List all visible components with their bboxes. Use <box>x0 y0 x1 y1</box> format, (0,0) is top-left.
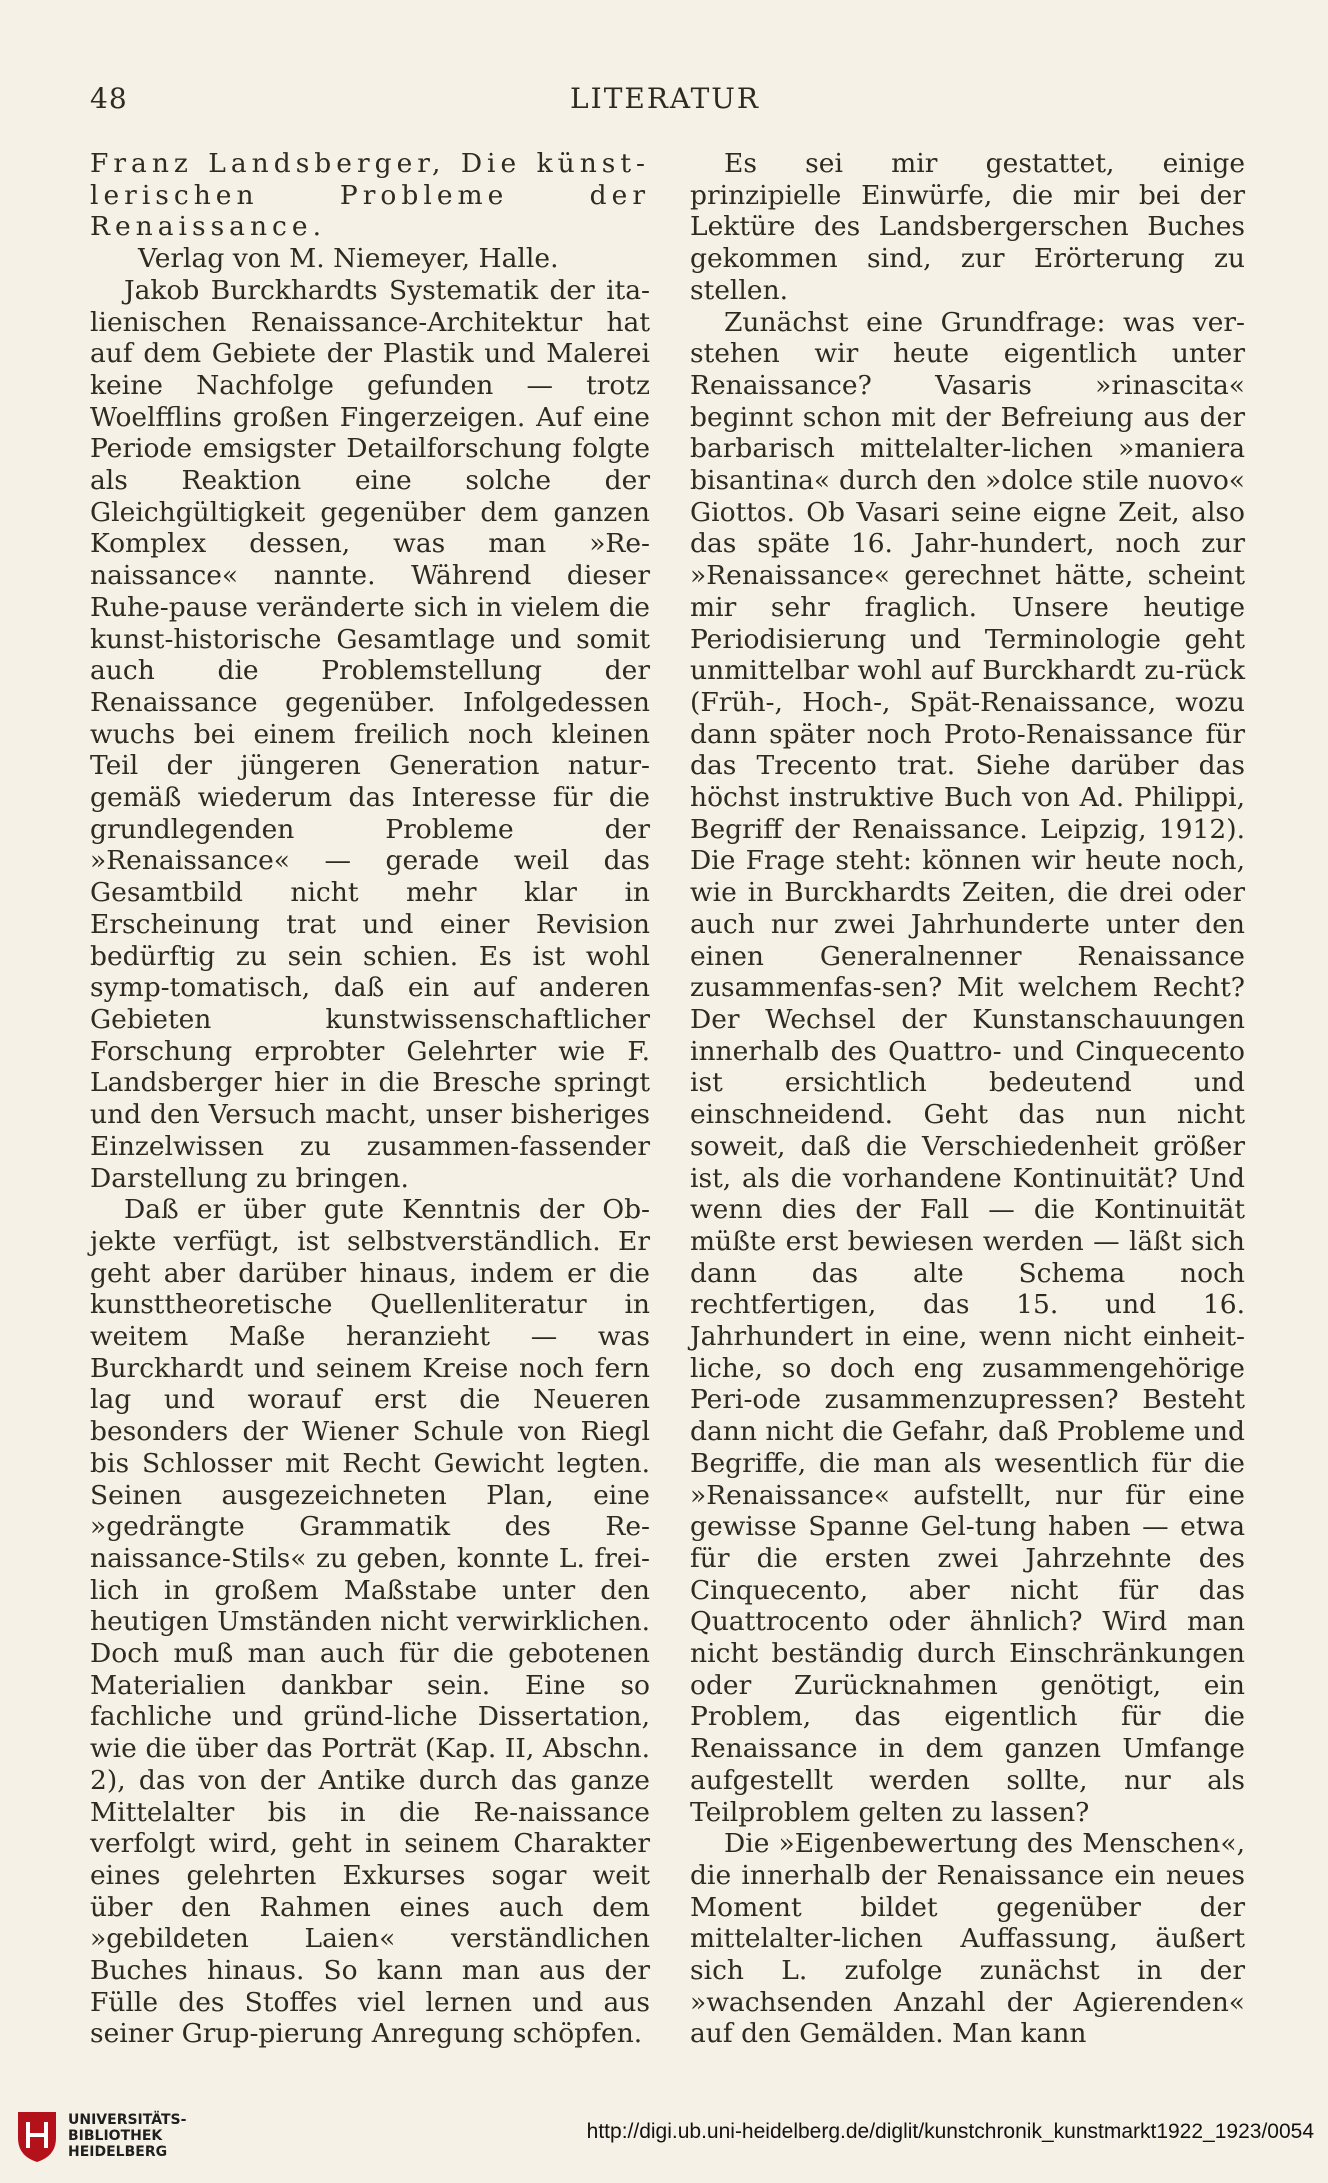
left-column <box>90 148 650 2050</box>
right-column <box>690 148 1245 2050</box>
paragraph: Jakob Burckhardts Systematik der ita-lienischen Renaissance-Architektur hat auf dem Gebiete der Plastik und Malerei keine Nachfolge gefunden — trotz Woelfflins großen Fingerzeigen. Auf eine Periode emsigster Detailforschung folgte als Reaktion eine solche der Gleichgültigkeit gegenüber dem ganzen Komplex dessen, was man »Re-naissance« nannte. Während dieser Ruhe-pause veränderte sich in vielem die kunst-historische Gesamtlage und somit auch die Problemstellung der Renaissance gegenüber. Infolgedessen wuchs bei einem freilich noch kleinen Teil der jüngeren Generation natur-gemäß wiederum das Interesse für die grundlegenden Probleme der »Renaissance« — gerade weil das Gesamtbild nicht mehr klar in Erscheinung trat und einer Revision bedürftig zu sein schien. Es ist wohl symp-tomatisch, daß ein auf anderen Gebieten kunstwissenschaftlicher Forschung erprobter Gelehrter wie F. Landsberger hier in die Bresche springt und den Versuch macht, unser bisheriges Einzelwissen zu zusammen-fassender Darstellung zu bringen. <box>90 274 650 1194</box>
library-name-line: BIBLIOTHEK <box>68 2128 163 2144</box>
paragraph: Zunächst eine Grundfrage: was ver-stehen wir heute eigentlich unter Renaissance? Vasaris »rinascita« beginnt schon mit der Befreiung aus der barbarisch mittelalter-lichen »maniera bisantina« durch den »dolce stile nuovo« Giottos. Ob Vasari seine eigne Zeit, also das späte 16. Jahr-hundert, noch zur »Renaissance« gerechnet hätte, scheint mir sehr fraglich. Unsere heutige Periodisierung und Terminologie geht unmittelbar wohl auf Burckhardt zu-rück (Früh-, Hoch-, Spät-Renaissance, wozu dann später noch Proto-Renaissance für das Trecento trat. Siehe darüber das höchst instruktive Buch von Ad. Philippi, Begriff der Renaissance. Leipzig, 1912). Die Frage steht: können wir heute noch, wie in Burckhardts Zeiten, die drei oder auch nur zwei Jahrhunderte unter den einen Generalnenner Renaissance zusammenfas-sen? Mit welchem Recht? Der Wechsel der Kunstanschauungen innerhalb des Quattro- und Cinquecento ist ersichtlich bedeutend und einschneidend. Geht das nun nicht soweit, daß die Verschiedenheit größer ist, als die vorhandene Kontinuität? Und wenn dies der Fall — die Kontinuität müßte erst bewiesen werden — läßt sich dann das alte Schema noch rechtfertigen, das 15. und 16. Jahrhundert in eine, wenn nicht einheit-liche, so doch eng zusammengehörige Peri-ode zusammenzupressen? Besteht dann nicht die Gefahr, daß Probleme und Begriffe, die man als wesentlich für die »Renaissance« aufstellt, nur für eine gewisse Spanne Gel-tung haben — etwa für die ersten zwei Jahrzehnte des Cinquecento, aber nicht für das Quattrocento oder ähnlich? Wird man nicht beständig durch Einschränkungen oder Zurücknahmen genötigt, ein Problem, das eigentlich für die Renaissance in dem ganzen Umfange aufgestellt werden sollte, nur als Teilproblem gelten zu lassen? <box>690 306 1245 1828</box>
library-name-line: HEIDELBERG <box>68 2144 168 2160</box>
paragraph: Die »Eigenbewertung des Menschen«, die innerhalb der Renaissance ein neues Moment bildet gegenüber der mittelalter-lichen Auffassung, äußert sich L. zufolge zunächst in der »wachsenden Anzahl der Agierenden« auf den Gemälden. Man kann <box>690 1828 1245 2050</box>
paragraph: Daß er über gute Kenntnis der Ob-jekte verfügt, ist selbstverständlich. Er geht aber darüber hinaus, indem er die kunsttheoretische Quellenliteratur in weitem Maße heranzieht — was Burckhardt und seinem Kreise noch fern lag und worauf erst die Neueren besonders der Wiener Schule von Riegl bis Schlosser mit Recht Gewicht legten. Seinen ausgezeichneten Plan, eine »gedrängte Grammatik des Re-naissance-Stils« zu geben, konnte L. frei-lich in großem Maßstabe unter den heutigen Umständen nicht verwirklichen. Doch muß man auch für die gebotenen Materialien dankbar sein. Eine so fachliche und gründ-liche Dissertation, wie die über das Porträt (Kap. II, Abschn. 2), das von der Antike durch das ganze Mittelalter bis in die Re-naissance verfolgt wird, geht in seinem Charakter eines gelehrten Exkurses sogar weit über den Rahmen eines auch dem »gebildeten Laien« verständlichen Buches hinaus. So kann man aus der Fülle des Stoffes viel lernen und aus seiner Grup-pierung Anregung schöpfen. <box>90 1194 650 2050</box>
page-number: 48 <box>90 82 128 115</box>
publisher-line: Verlag von M. Niemeyer, Halle. <box>138 243 559 275</box>
library-logo-icon <box>14 2108 60 2164</box>
library-name-line: UNIVERSITÄTS- <box>68 2112 187 2128</box>
library-logo[interactable] <box>14 2108 187 2168</box>
library-name <box>68 2112 186 2160</box>
paragraph: Es sei mir gestattet, einige prinzipielle Einwürfe, die mir bei der Lektüre des Landsbergerschen Buches gekommen sind, zur Erörterung zu stellen. <box>690 148 1245 306</box>
book-title: Franz Landsberger, Die künst-lerischen Probleme der Renaissance. <box>90 148 650 243</box>
source-url[interactable]: http://digi.ub.uni-heidelberg.de/diglit/kunstchronik_kunstmarkt1922_1923/0054 <box>586 2120 1314 2143</box>
page-header <box>90 82 1240 122</box>
running-title: LITERATUR <box>570 82 760 115</box>
